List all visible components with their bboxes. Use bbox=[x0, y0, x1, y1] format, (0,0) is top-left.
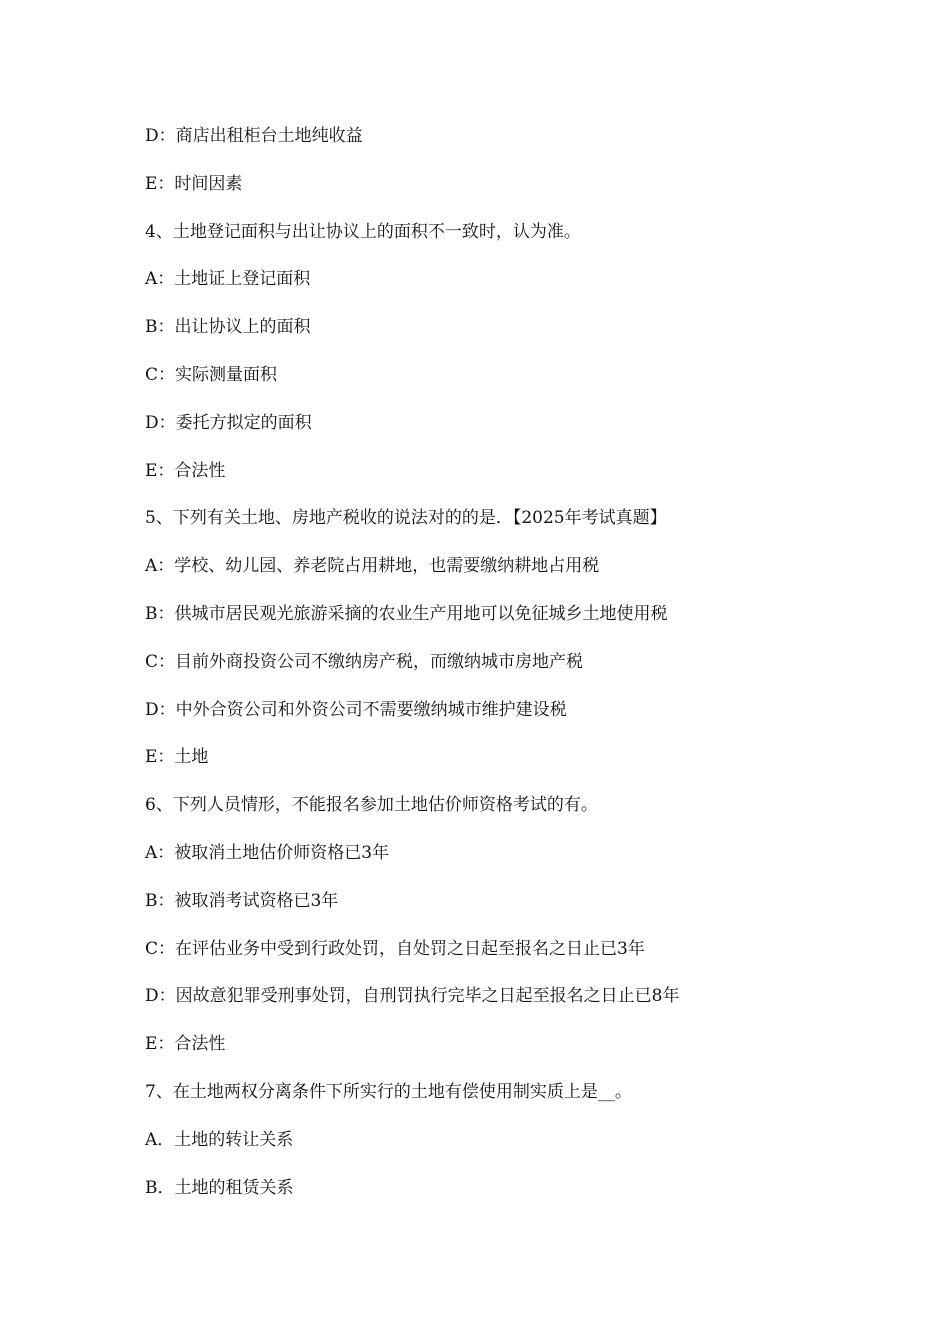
question-line: 4、土地登记面积与出让协议上的面积不一致时，认为准。 bbox=[145, 221, 581, 242]
option-line: A：土地证上登记面积 bbox=[145, 269, 311, 290]
option-line: A：学校、幼儿园、养老院占用耕地，也需要缴纳耕地占用税 bbox=[145, 556, 600, 577]
document-body bbox=[145, 122, 865, 1221]
option-line: B．土地的租赁关系 bbox=[145, 1177, 294, 1198]
option-line: D：因故意犯罪受刑事处罚，自刑罚执行完毕之日起至报名之日止已8年 bbox=[145, 986, 680, 1007]
option-line: C：目前外商投资公司不缴纳房产税，而缴纳城市房地产税 bbox=[145, 651, 584, 672]
option-line: D：委托方拟定的面积 bbox=[145, 412, 312, 433]
option-line: D：商店出租柜台土地纯收益 bbox=[145, 126, 363, 146]
option-line: A：被取消土地估价师资格已3年 bbox=[145, 842, 390, 863]
option-line: A．土地的转让关系 bbox=[145, 1129, 294, 1150]
question-line: 5、下列有关土地、房地产税收的说法对的的是．【2025年考试真题】 bbox=[145, 508, 667, 529]
option-line: E：时间因素 bbox=[145, 173, 243, 194]
option-line: B：被取消考试资格已3年 bbox=[145, 890, 339, 911]
option-line: E：合法性 bbox=[145, 1034, 226, 1055]
question-line: 6、下列人员情形，不能报名参加土地估价师资格考试的有。 bbox=[145, 795, 598, 816]
question-line: 7、在土地两权分离条件下所实行的土地有偿使用制实质上是__。 bbox=[145, 1081, 632, 1102]
option-line: E：土地 bbox=[145, 747, 209, 768]
option-line: D：中外合资公司和外资公司不需要缴纳城市维护建设税 bbox=[145, 699, 567, 720]
option-line: E：合法性 bbox=[145, 460, 226, 481]
option-line: C：实际测量面积 bbox=[145, 364, 278, 385]
option-line: B：供城市居民观光旅游采摘的农业生产用地可以免征城乡土地使用税 bbox=[145, 603, 668, 624]
option-line: C：在评估业务中受到行政处罚，自处罚之日起至报名之日止已3年 bbox=[145, 938, 645, 959]
option-line: B：出让协议上的面积 bbox=[145, 317, 311, 338]
